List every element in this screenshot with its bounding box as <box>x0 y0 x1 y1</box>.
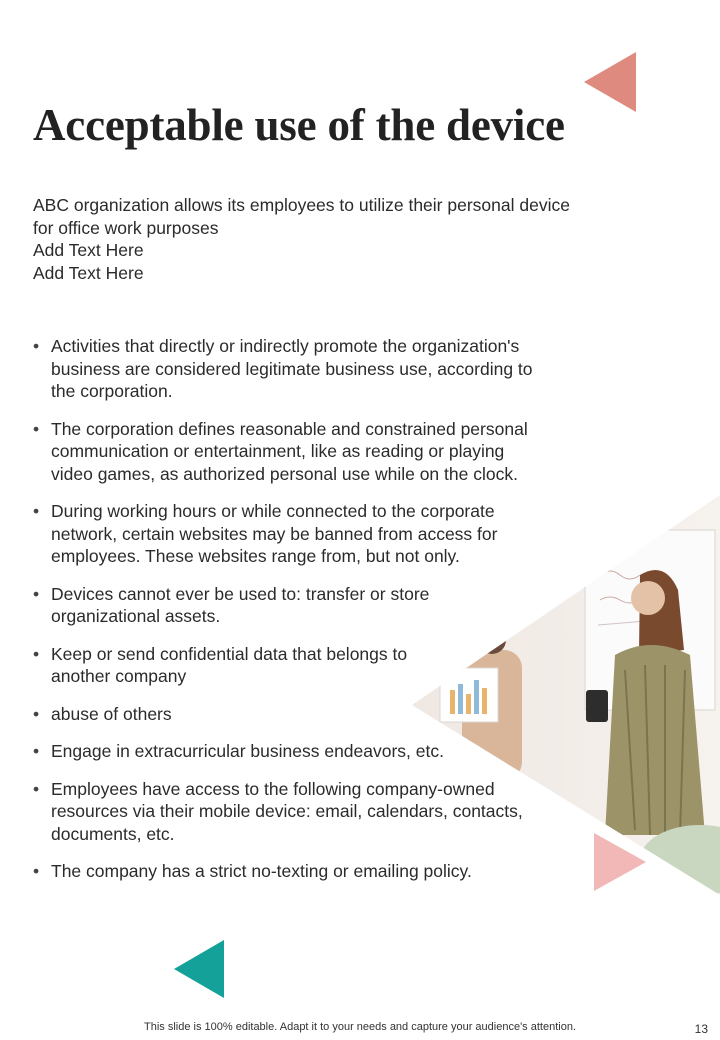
page-title: Acceptable use of the device <box>33 100 565 150</box>
intro-line: Add Text Here <box>33 262 144 283</box>
page-number: 13 <box>694 1022 708 1036</box>
bullet-item: • The corporation defines reasonable and constrained personal communication or entertainment, like as reading or playing video games, as authorized personal use while on the clock. <box>33 418 593 486</box>
bullet-item: • The company has a strict no-texting or emailing policy. <box>33 860 593 883</box>
bullet-item: • During working hours or while connected to the corporate network, certain websites may be banned from access for employees. These websites range from, but not only. <box>33 500 593 568</box>
intro-line: Add Text Here <box>33 240 144 260</box>
bullet-item: • Devices cannot ever be used to: transfer or store organizational assets. <box>33 583 593 628</box>
intro-line: for office work purposes <box>33 217 219 238</box>
bullet-item: • Engage in extracurricular business endeavors, etc. <box>33 740 593 763</box>
bullet-item: • abuse of others <box>33 703 593 726</box>
intro-text <box>33 194 633 284</box>
policy-bullet-list <box>33 335 593 883</box>
bullet-item: • Keep or send confidential data that belongs to another company <box>33 643 593 688</box>
bullet-item: • Employees have access to the following company-owned resources via their mobile device: email, calendars, contacts, documents, etc. <box>33 778 593 846</box>
footer-note: This slide is 100% editable. Adapt it to your needs and capture your audience's attention. <box>144 1021 576 1033</box>
bullet-item: • Activities that directly or indirectly promote the organization's business are considered legitimate business use, according to the corporation. <box>33 335 593 403</box>
intro-line: ABC organization allows its employees to utilize their personal device <box>33 195 570 215</box>
